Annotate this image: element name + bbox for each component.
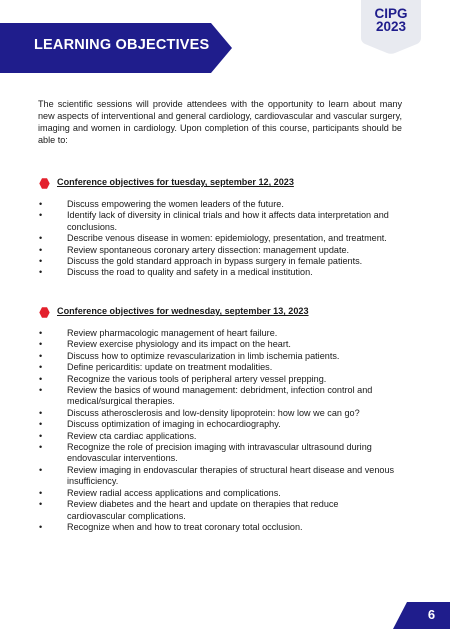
section-title: Conference objectives for wednesday, september 13, 2023 <box>57 306 309 316</box>
bullet-icon: • <box>39 350 43 361</box>
list-item-text: Discuss atherosclerosis and low-density lipoprotein: how low we can go? <box>67 407 360 418</box>
list-item-text: Discuss optimization of imaging in echocardiography. <box>67 419 281 430</box>
list-item <box>38 362 398 373</box>
list-item <box>38 488 398 499</box>
bullet-icon: • <box>39 256 43 267</box>
list-item-text: Describe venous disease in women: epidemiology, presentation, and treatment. <box>67 233 387 244</box>
red-hexagon-icon <box>39 307 50 318</box>
list-item-text: Review diabetes and the heart and update on therapies that reduce cardiovascular complications. <box>67 499 339 521</box>
list-item-text: Review spontaneous coronary artery dissection: management update. <box>67 244 350 255</box>
list-item-text: Review the basics of wound management: debridment, infection control and medical/surgical therapies. <box>67 385 373 407</box>
bullet-icon: • <box>39 430 43 441</box>
list-item-text: Identify lack of diversity in clinical trials and how it affects data interpretation and conclusions. <box>67 210 389 232</box>
page-number: 6 <box>427 607 436 622</box>
list-item-text: Discuss the road to quality and safety in a medical institution. <box>67 267 313 278</box>
list-item <box>38 522 398 533</box>
bullet-icon: • <box>39 339 43 350</box>
bullet-icon: • <box>39 521 43 532</box>
list-item-text: Recognize when and how to treat coronary total occlusion. <box>67 521 303 532</box>
bullet-icon: • <box>39 199 43 209</box>
objectives-list <box>38 328 398 533</box>
list-item-text: Review radial access applications and complications. <box>67 487 281 498</box>
page-title: LEARNING OBJECTIVES <box>34 37 210 53</box>
bullet-icon: • <box>39 362 43 373</box>
bullet-icon: • <box>39 487 43 498</box>
bullet-icon: • <box>39 210 43 221</box>
list-item <box>38 267 398 278</box>
objectives-list <box>38 199 398 279</box>
section-heading <box>39 306 419 320</box>
list-item-text: Recognize the various tools of peripheral artery vessel prepping. <box>67 373 327 384</box>
badge-line-1: CIPG <box>374 6 408 21</box>
list-item <box>38 351 398 362</box>
list-item-text: Define pericarditis: update on treatment modalities. <box>67 362 273 373</box>
list-item-text: Review imaging in endovascular therapies of structural heart disease and venous insufficiency. <box>67 464 395 487</box>
bullet-icon: • <box>39 244 43 255</box>
list-item <box>38 465 398 488</box>
bullet-icon: • <box>39 328 43 338</box>
list-item <box>38 199 398 210</box>
red-hexagon-icon <box>39 178 50 189</box>
list-item <box>38 499 398 522</box>
bullet-icon: • <box>39 407 43 418</box>
list-item <box>38 374 398 385</box>
intro-paragraph: The scientific sessions will provide attendees with the opportunity to learn about many new aspects of interventional and general cardiology, cardiovascular and vascular surgery, imaging and women in cardiology. Upon completion of this course, participants should be able to: <box>38 99 402 145</box>
list-item <box>38 328 398 339</box>
bullet-icon: • <box>39 499 43 510</box>
bullet-icon: • <box>39 267 43 278</box>
list-item <box>38 339 398 350</box>
list-item-text: Discuss the gold standard approach in bypass surgery in female patients. <box>67 256 363 267</box>
header-banner <box>0 23 232 73</box>
list-item <box>38 385 398 408</box>
bullet-icon: • <box>39 419 43 430</box>
list-item-text: Recognize the role of precision imaging with intravascular ultrasound during endovascular interventions. <box>67 442 372 464</box>
badge-label <box>361 7 421 33</box>
bullet-icon: • <box>39 233 43 244</box>
bullet-icon: • <box>39 442 43 453</box>
list-item-text: Discuss empowering the women leaders of the future. <box>67 199 284 209</box>
section-title: Conference objectives for tuesday, september 12, 2023 <box>57 177 294 187</box>
list-item-text: Review exercise physiology and its impact on the heart. <box>67 339 291 350</box>
list-item-text: Review pharmacologic management of heart failure. <box>67 328 278 338</box>
list-item <box>38 431 398 442</box>
bullet-icon: • <box>39 464 43 475</box>
list-item <box>38 256 398 267</box>
list-item <box>38 233 398 244</box>
list-item-text: Review cta cardiac applications. <box>67 430 197 441</box>
list-item <box>38 210 398 233</box>
cipg-badge <box>361 0 421 54</box>
page-number-tab <box>393 602 450 629</box>
badge-line-2: 2023 <box>375 19 407 34</box>
list-item-text: Discuss how to optimize revascularization in limb ischemia patients. <box>67 350 340 361</box>
section-heading <box>39 177 419 191</box>
list-item <box>38 245 398 256</box>
list-item <box>38 442 398 465</box>
bullet-icon: • <box>39 373 43 384</box>
list-item <box>38 408 398 419</box>
bullet-icon: • <box>39 385 43 396</box>
list-item <box>38 419 398 430</box>
